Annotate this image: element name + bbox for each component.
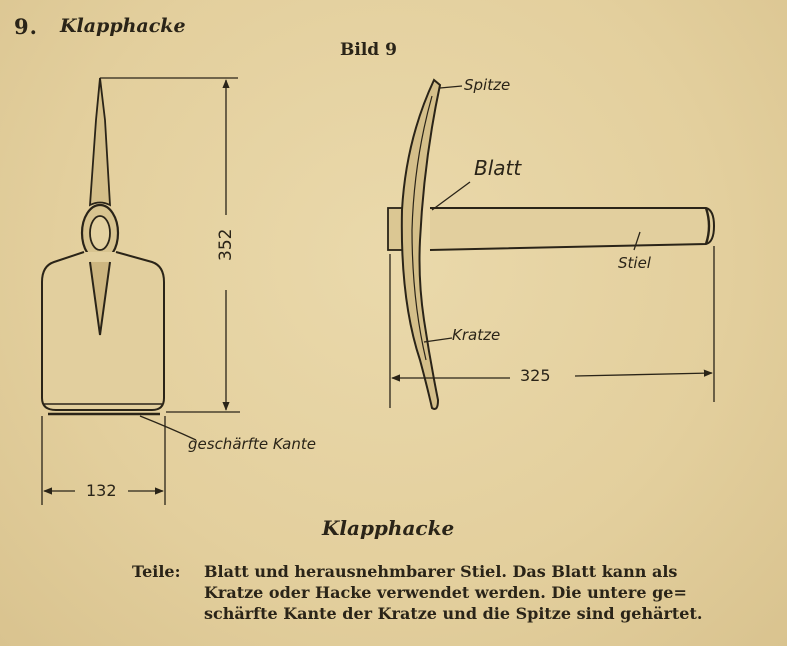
description-line: Kratze oder Hacke verwendet werden. Die untere ge= (204, 583, 687, 602)
side-view-drawing (388, 80, 714, 409)
parts-description (132, 561, 762, 624)
front-view-drawing (42, 78, 164, 414)
description-line: Blatt und herausnehmbarer Stiel. Das Blatt kann als (204, 562, 678, 581)
figure-caption: Klapphacke (322, 516, 455, 540)
blade-label: Blatt (474, 156, 522, 180)
handle-label: Stiel (618, 254, 651, 272)
length-dimension-label: 325 (520, 366, 551, 385)
section-title: Klapphacke (60, 15, 186, 37)
width-dimension-label: 132 (86, 481, 117, 500)
section-number: 9. (14, 14, 38, 39)
scraper-label: Kratze (452, 326, 501, 344)
description-line: schärfte Kante der Kratze und die Spitze sind gehärtet. (204, 604, 703, 623)
figure-label: Bild 9 (340, 40, 397, 60)
parts-label: Teile: (132, 562, 181, 581)
height-dimension-label: 352 (216, 228, 236, 261)
sharpened-edge-label: geschärfte Kante (188, 435, 316, 453)
tip-label: Spitze (464, 76, 511, 94)
